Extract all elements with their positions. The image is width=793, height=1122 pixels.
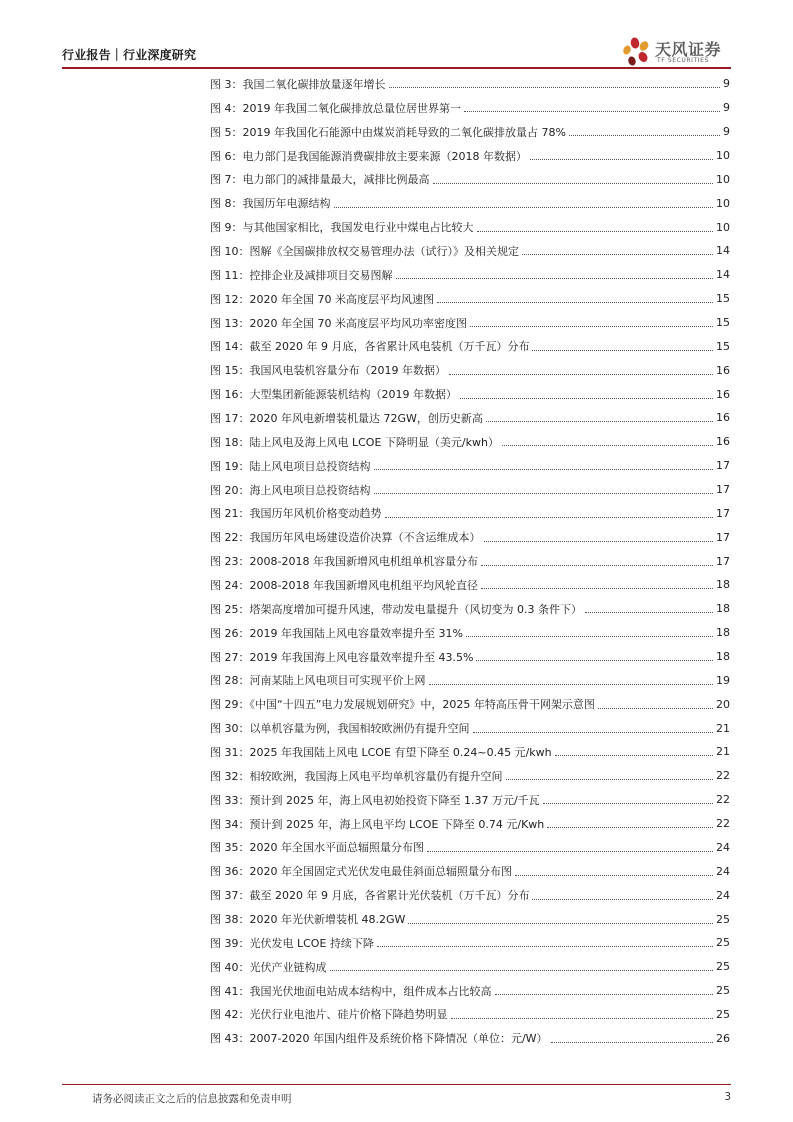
toc-entry-title[interactable]: 图 24：2008-2018 年我国新增风电机组平均风轮直径 <box>210 578 478 592</box>
toc-entry[interactable] <box>210 668 730 692</box>
dot-leader <box>433 183 714 184</box>
toc-entry[interactable] <box>210 454 730 478</box>
dot-leader <box>374 469 714 470</box>
toc-entry-page[interactable]: 25 <box>716 960 730 974</box>
toc-entry-title[interactable]: 图 23：2008-2018 年我国新增风电机组单机容量分布 <box>210 555 478 569</box>
dot-leader <box>451 1018 714 1019</box>
header-divider <box>62 67 731 69</box>
toc-entry[interactable] <box>210 167 730 191</box>
toc-entry-title[interactable]: 图 30：以单机容量为例，我国相较欧洲仍有提升空间 <box>210 722 470 736</box>
toc-entry[interactable] <box>210 692 730 716</box>
figure-list <box>210 72 730 1050</box>
toc-entry-page[interactable]: 19 <box>716 673 730 687</box>
toc-entry-page[interactable]: 9 <box>723 125 730 139</box>
toc-entry-title[interactable]: 图 21：我国历年风机价格变动趋势 <box>210 507 382 521</box>
toc-entry-title[interactable]: 图 40：光伏产业链构成 <box>210 960 327 974</box>
toc-entry[interactable] <box>210 1026 730 1050</box>
toc-entry-title[interactable]: 图 18：陆上风电及海上风电 LCOE 下降明显（美元/kwh） <box>210 435 499 449</box>
disclaimer-notice: 请务必阅读正文之后的信息披露和免责申明 <box>92 1093 292 1105</box>
dot-leader <box>334 207 714 208</box>
page-number: 3 <box>724 1091 731 1103</box>
toc-entry[interactable] <box>210 96 730 120</box>
toc-entry[interactable] <box>210 979 730 1003</box>
toc-entry-page[interactable]: 10 <box>716 172 730 186</box>
dot-leader <box>429 684 714 685</box>
toc-entry-title[interactable]: 图 9：与其他国家相比，我国发电行业中煤电占比较大 <box>210 221 474 235</box>
toc-entry-page[interactable]: 21 <box>716 721 730 735</box>
toc-entry[interactable] <box>210 382 730 406</box>
dot-leader <box>464 111 720 112</box>
toc-entry[interactable] <box>210 716 730 740</box>
toc-entry[interactable] <box>210 239 730 263</box>
toc-entry-title[interactable]: 图 13：2020 年全国 70 米高度层平均风功率密度图 <box>210 316 467 330</box>
toc-entry-page[interactable]: 25 <box>716 984 730 998</box>
toc-entry-page[interactable]: 10 <box>716 196 730 210</box>
toc-entry-page[interactable]: 15 <box>716 292 730 306</box>
toc-entry-page[interactable]: 18 <box>716 650 730 664</box>
toc-entry[interactable] <box>210 406 730 430</box>
toc-entry[interactable] <box>210 549 730 573</box>
toc-entry-page[interactable]: 17 <box>716 483 730 497</box>
toc-entry-title[interactable]: 图 41：我国光伏地面电站成本结构中，组件成本占比较高 <box>210 984 492 998</box>
toc-entry[interactable] <box>210 645 730 669</box>
toc-entry-page[interactable]: 22 <box>716 793 730 807</box>
toc-entry-page[interactable]: 16 <box>716 387 730 401</box>
toc-entry-page[interactable]: 18 <box>716 626 730 640</box>
toc-entry-page[interactable]: 17 <box>716 459 730 473</box>
dot-leader <box>551 1042 713 1043</box>
toc-entry-page[interactable]: 26 <box>716 1031 730 1045</box>
toc-entry[interactable] <box>210 1003 730 1027</box>
dot-leader <box>486 421 713 422</box>
dot-leader <box>502 445 713 446</box>
toc-entry-page[interactable]: 16 <box>716 363 730 377</box>
toc-entry-title[interactable]: 图 26：2019 年我国陆上风电容量效率提升至 31% <box>210 626 463 640</box>
toc-entry-title[interactable]: 图 16：大型集团新能源装机结构（2019 年数据） <box>210 388 457 402</box>
toc-entry-page[interactable]: 25 <box>716 912 730 926</box>
dot-leader <box>385 517 714 518</box>
toc-entry[interactable] <box>210 358 730 382</box>
toc-entry[interactable] <box>210 501 730 525</box>
toc-entry-title[interactable]: 图 19：陆上风电项目总投资结构 <box>210 459 371 473</box>
toc-entry-page[interactable]: 17 <box>716 530 730 544</box>
toc-entry-title[interactable]: 图 29：《中国“十四五”电力发展规划研究》中，2025 年特高压骨干网架示意图 <box>210 698 595 712</box>
toc-entry-title[interactable]: 图 10：图解《全国碳排放权交易管理办法（试行）》及相关规定 <box>210 244 519 258</box>
toc-entry-title[interactable]: 图 25：塔架高度增加可提升风速，带动发电量提升（风切变为 0.3 条件下） <box>210 602 582 616</box>
dot-leader <box>515 875 713 876</box>
toc-entry-title[interactable]: 图 5：2019 年我国化石能源中由煤炭消耗导致的二氧化碳排放量占 78% <box>210 125 566 139</box>
toc-entry[interactable] <box>210 72 730 96</box>
dot-leader <box>569 135 720 136</box>
toc-entry-title[interactable]: 图 8：我国历年电源结构 <box>210 197 331 211</box>
toc-entry-title[interactable]: 图 42：光伏行业电池片、硅片价格下降趋势明显 <box>210 1008 448 1022</box>
toc-entry[interactable] <box>210 597 730 621</box>
dot-leader <box>506 779 714 780</box>
toc-entry-page[interactable]: 20 <box>716 697 730 711</box>
toc-entry-title[interactable]: 图 15：我国风电装机容量分布（2019 年数据） <box>210 364 446 378</box>
dot-leader <box>532 350 713 351</box>
toc-entry-page[interactable]: 10 <box>716 220 730 234</box>
dot-leader <box>476 660 713 661</box>
toc-entry-page[interactable]: 9 <box>723 77 730 91</box>
toc-entry-page[interactable]: 9 <box>723 101 730 115</box>
toc-entry-page[interactable]: 15 <box>716 316 730 330</box>
toc-entry-title[interactable]: 图 35：2020 年全国水平面总辐照量分布图 <box>210 841 424 855</box>
toc-entry-page[interactable]: 15 <box>716 339 730 353</box>
toc-entry-page[interactable]: 25 <box>716 1007 730 1021</box>
toc-entry[interactable] <box>210 334 730 358</box>
toc-entry-title[interactable]: 图 11：控排企业及减排项目交易图解 <box>210 268 393 282</box>
toc-entry-page[interactable]: 14 <box>716 244 730 258</box>
toc-entry-title[interactable]: 图 37：截至 2020 年 9 月底，各省累计光伏装机（万千瓦）分布 <box>210 889 530 903</box>
dot-leader <box>437 302 713 303</box>
toc-entry-title[interactable]: 图 17：2020 年风电新增装机量达 72GW，创历史新高 <box>210 411 483 425</box>
toc-entry[interactable] <box>210 478 730 502</box>
footer-divider <box>62 1084 731 1085</box>
toc-entry[interactable] <box>210 859 730 883</box>
toc-entry-title[interactable]: 图 38：2020 年光伏新增装机 48.2GW <box>210 913 406 926</box>
dot-leader <box>532 899 713 900</box>
toc-entry[interactable] <box>210 788 730 812</box>
toc-entry-page[interactable]: 24 <box>716 840 730 854</box>
toc-entry-page[interactable]: 18 <box>716 578 730 592</box>
toc-entry[interactable] <box>210 144 730 168</box>
dot-leader <box>477 231 714 232</box>
toc-entry-title[interactable]: 图 32：相较欧洲，我国海上风电平均单机容量仍有提升空间 <box>210 769 503 783</box>
toc-entry[interactable] <box>210 215 730 239</box>
toc-entry-title[interactable]: 图 36：2020 年全国固定式光伏发电最佳斜面总辐照量分布图 <box>210 865 512 879</box>
toc-entry-page[interactable]: 18 <box>716 602 730 616</box>
toc-entry-title[interactable]: 图 12：2020 年全国 70 米高度层平均风速图 <box>210 292 434 306</box>
toc-entry-page[interactable]: 17 <box>716 554 730 568</box>
toc-entry-title[interactable]: 图 33：预计到 2025 年，海上风电初始投资下降至 1.37 万元/千瓦 <box>210 793 540 807</box>
dot-leader <box>530 159 713 160</box>
toc-entry-title[interactable]: 图 20：海上风电项目总投资结构 <box>210 483 371 497</box>
dot-leader <box>598 708 713 709</box>
dot-leader <box>495 994 714 995</box>
toc-entry[interactable] <box>210 525 730 549</box>
toc-entry[interactable] <box>210 931 730 955</box>
company-logo <box>619 36 731 68</box>
toc-entry-title[interactable]: 图 7：电力部门的减排量最大，减排比例最高 <box>210 173 430 187</box>
dot-leader <box>555 755 713 756</box>
toc-entry-title[interactable]: 图 39：光伏发电 LCOE 持续下降 <box>210 936 374 950</box>
dot-leader <box>374 493 714 494</box>
dot-leader <box>396 278 714 279</box>
toc-entry[interactable] <box>210 812 730 836</box>
dot-leader <box>470 326 713 327</box>
dot-leader <box>547 827 713 828</box>
page-header <box>62 36 731 68</box>
toc-entry[interactable] <box>210 263 730 287</box>
toc-entry-page[interactable]: 24 <box>716 864 730 878</box>
toc-entry[interactable] <box>210 430 730 454</box>
toc-entry-title[interactable]: 图 4：2019 年我国二氧化碳排放总量位居世界第一 <box>210 101 461 115</box>
report-category: 行业报告｜行业深度研究 <box>62 48 197 62</box>
toc-entry-page[interactable]: 16 <box>716 411 730 425</box>
toc-entry[interactable] <box>210 573 730 597</box>
dot-leader <box>473 732 714 733</box>
toc-entry-title[interactable]: 图 27：2019 年我国海上风电容量效率提升至 43.5% <box>210 650 474 664</box>
toc-entry[interactable] <box>210 287 730 311</box>
toc-entry[interactable] <box>210 120 730 144</box>
toc-entry[interactable] <box>210 764 730 788</box>
dot-leader <box>449 374 713 375</box>
toc-entry-page[interactable]: 21 <box>716 745 730 759</box>
dot-leader <box>481 588 713 589</box>
toc-entry-page[interactable]: 17 <box>716 506 730 520</box>
toc-entry-page[interactable]: 24 <box>716 888 730 902</box>
dot-leader <box>377 946 713 947</box>
company-name-en: TF SECURITIES <box>657 57 709 64</box>
toc-entry-page[interactable]: 22 <box>716 817 730 831</box>
toc-entry[interactable] <box>210 907 730 931</box>
toc-entry-title[interactable]: 图 34：预计到 2025 年，海上风电平均 LCOE 下降至 0.74 元/Kwh <box>210 817 545 831</box>
toc-entry-title[interactable]: 图 22：我国历年风电场建设造价决算（不含运维成本） <box>210 531 481 545</box>
dot-leader <box>481 565 713 566</box>
dot-leader <box>484 541 714 542</box>
dot-leader <box>408 923 713 924</box>
flower-logo-icon <box>619 36 653 68</box>
dot-leader <box>460 398 713 399</box>
toc-entry[interactable] <box>210 311 730 335</box>
toc-entry[interactable] <box>210 836 730 860</box>
toc-entry-title[interactable]: 图 43：2007-2020 年国内组件及系统价格下降情况（单位：元/W） <box>210 1032 548 1046</box>
toc-entry-title[interactable]: 图 28：河南某陆上风电项目可实现平价上网 <box>210 674 426 688</box>
company-name-cn: 天风证券 <box>655 40 722 59</box>
dot-leader <box>427 851 713 852</box>
toc-entry-title[interactable]: 图 31：2025 年我国陆上风电 LCOE 有望下降至 0.24~0.45 元/kwh <box>210 745 552 759</box>
dot-leader <box>330 970 714 971</box>
toc-entry-title[interactable]: 图 6：电力部门是我国能源消费碳排放主要来源（2018 年数据） <box>210 149 527 163</box>
dot-leader <box>389 87 721 88</box>
toc-entry-page[interactable]: 16 <box>716 435 730 449</box>
toc-entry-title[interactable]: 图 3：我国二氧化碳排放量逐年增长 <box>210 77 386 91</box>
dot-leader <box>543 803 713 804</box>
dot-leader <box>585 612 713 613</box>
toc-entry[interactable] <box>210 740 730 764</box>
toc-entry-page[interactable]: 22 <box>716 769 730 783</box>
toc-entry-page[interactable]: 25 <box>716 936 730 950</box>
toc-entry-page[interactable]: 14 <box>716 268 730 282</box>
toc-entry[interactable] <box>210 621 730 645</box>
dot-leader <box>522 254 713 255</box>
toc-entry-page[interactable]: 10 <box>716 149 730 162</box>
toc-entry[interactable] <box>210 191 730 215</box>
toc-entry-title[interactable]: 图 14：截至 2020 年 9 月底，各省累计风电装机（万千瓦）分布 <box>210 340 530 354</box>
dot-leader <box>466 636 713 637</box>
toc-entry[interactable] <box>210 955 730 979</box>
toc-entry[interactable] <box>210 883 730 907</box>
